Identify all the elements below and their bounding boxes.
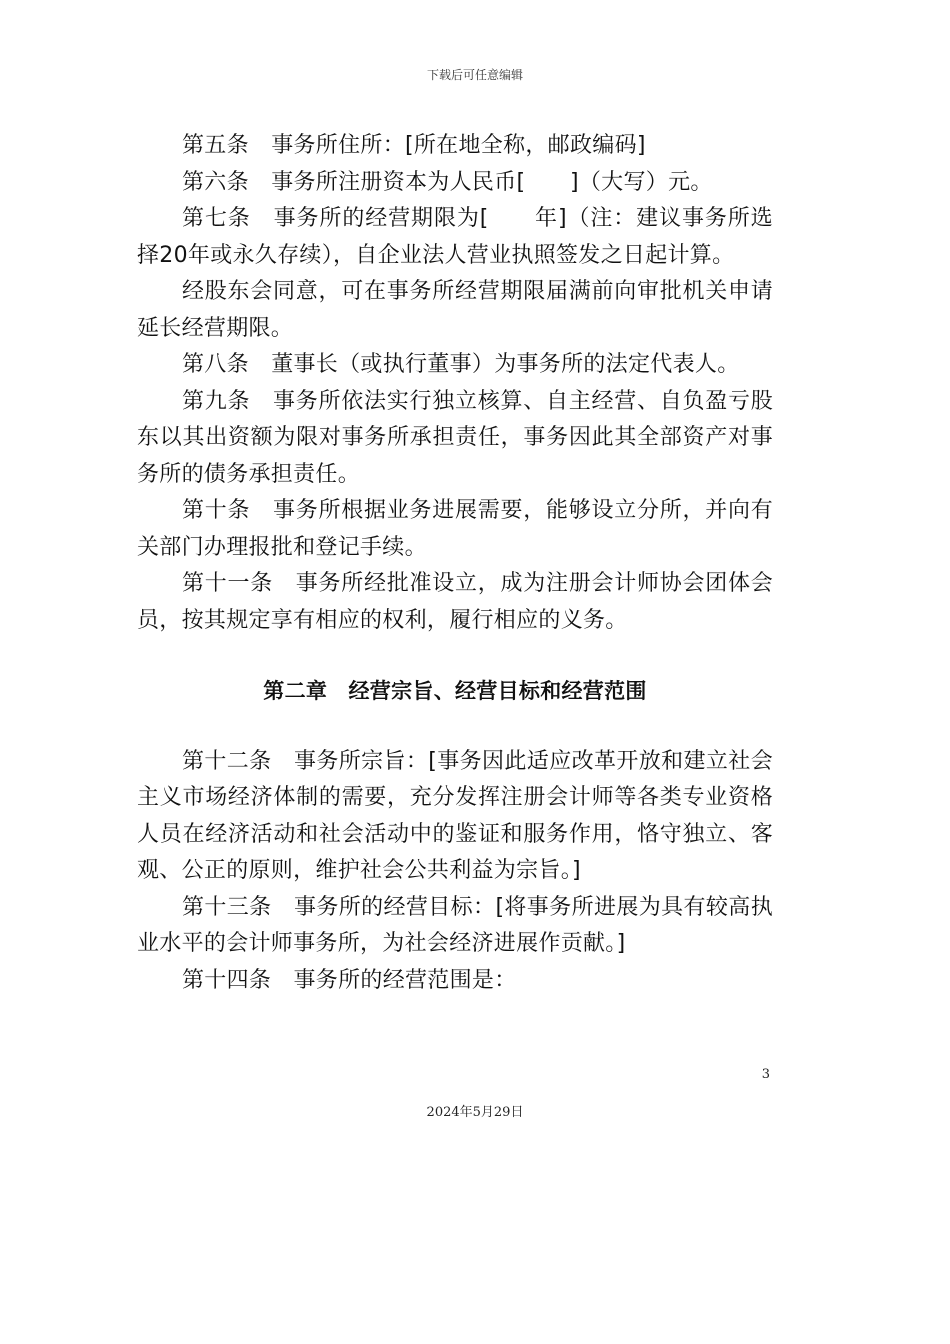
chapter-heading: 第二章 经营宗旨、经营目标和经营范围 [263,679,647,703]
article-12: 第十二条 事务所宗旨：[事务因此适应改革开放和建立社会主义市场经济体制的需要，充分发挥注册会计师等各类专业资格人员在经济活动和社会活动中的鉴证和服务作用，恪守独立、客观、公正的原则，维护社会公共利益为宗旨。] [137,748,773,883]
article-11: 第十一条 事务所经批准设立，成为注册会计师协会团体会员，按其规定享有相应的权利，履行相应的义务。 [137,571,773,633]
article-10: 第十条 事务所根据业务进展需要，能够设立分所，并向有关部门办理报批和登记手续。 [137,498,773,560]
article-7-extension: 经股东会同意，可在事务所经营期限届满前向审批机关申请延长经营期限。 [137,279,773,341]
document-body [137,128,773,999]
article-13: 第十三条 事务所的经营目标：[将事务所进展为具有较高执业水平的会计师事务所，为社会经济进展作贡献。] [137,894,773,956]
article-9: 第九条 事务所依法实行独立核算、自主经营、自负盈亏股东以其出资额为限对事务所承担责任，事务因此其全部资产对事务所的债务承担责任。 [137,388,773,487]
page-header: 下载后可任意编辑 [426,68,523,82]
article-6: 第六条 事务所注册资本为人民币[ ]（大写）元。 [182,169,713,195]
article-5: 第五条 事务所住所：[所在地全称，邮政编码] [182,133,646,158]
footer-date: 2024年5月29日 [426,1105,524,1120]
article-8: 第八条 董事长（或执行董事）为事务所的法定代表人。 [182,352,740,377]
article-7: 第七条 事务所的经营期限为[ 年]（注：建议事务所选择20年或永久存续），自企业法人营业执照签发之日起计算。 [137,206,773,268]
page-number: 3 [761,1067,770,1082]
article-14: 第十四条 事务所的经营范围是： [182,967,517,993]
